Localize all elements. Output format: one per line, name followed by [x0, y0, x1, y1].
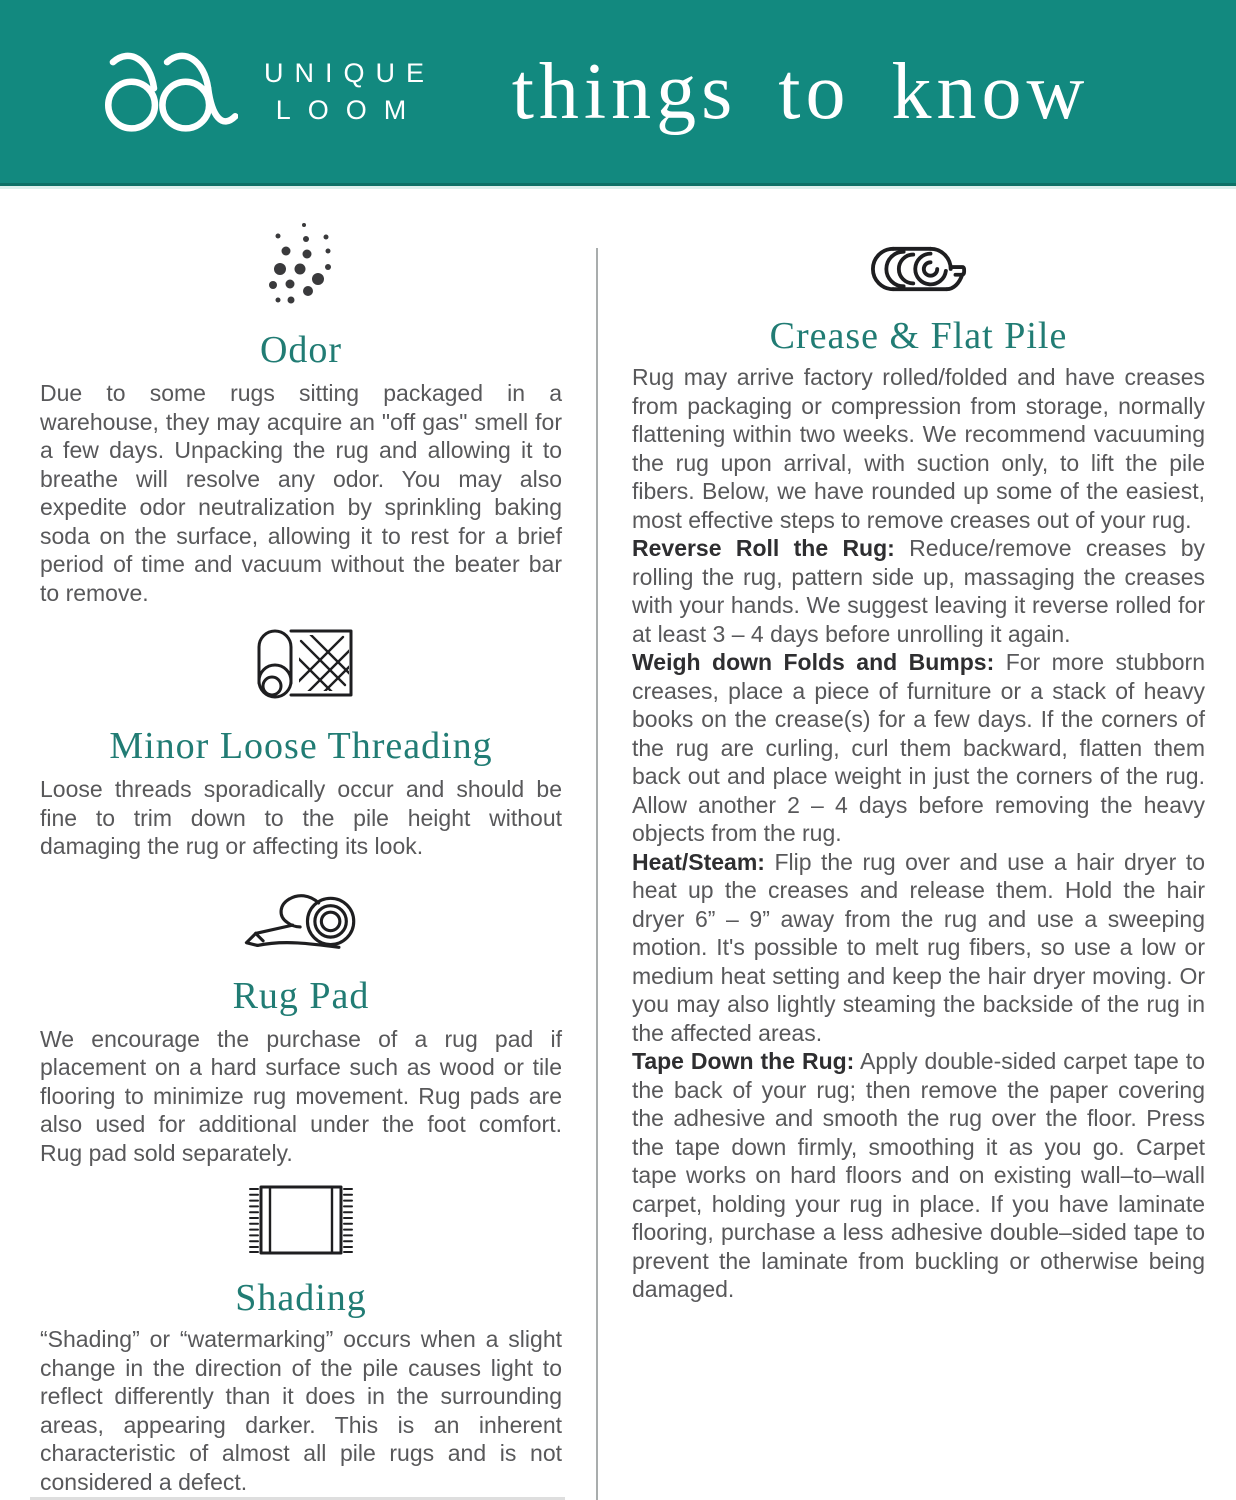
tip-heat-steam — [632, 848, 1205, 1048]
tip-tape-down-label: Tape Down the Rug: — [632, 1048, 855, 1074]
tip-reverse-roll-label: Reverse Roll the Rug: — [632, 535, 895, 561]
section-minor-loose-threading — [40, 621, 562, 861]
right-column — [597, 189, 1236, 1496]
tip-tape-down-body: Apply double-sided carpet tape to the back of your rug; then remove the paper covering the adhesive and smooth the rug over the floor. Press the tape down firmly, smoothing it as you go. Carpet tape works on hard floors and on existing wall–to–wall carpet, holding your rug in place. If you have laminate flooring, purchase a less adhesive double–sided tape to prevent the laminate from buckling or otherwise being damaged. — [632, 1048, 1205, 1302]
crease-intro: Rug may arrive factory rolled/folded and have creases from packaging or compression from storage, normally flattening within two weeks. We recommend vacuuming the rug upon arrival, with suction only, to lift the pile fibers. Below, we have rounded up some of the easiest, most effective steps to remove creases out of your rug. — [632, 364, 1205, 533]
section-body-threading: Loose threads sporadically occur and should be fine to trim down to the pile height without damaging the rug or affecting its look. — [40, 776, 562, 859]
shaded-rug-fringe-icon — [245, 1183, 357, 1259]
section-shading — [40, 1183, 562, 1496]
section-rug-pad — [40, 877, 562, 1168]
unique-loom-logo-icon — [98, 44, 238, 140]
section-title-odor: Odor — [259, 329, 343, 371]
section-body-rug-pad: We encourage the purchase of a rug pad if placement on a hard surface such as wood or tile flooring to minimize rug movement. Rug pads are also used for additional under the foot comfort. Rug pad sold separately. — [40, 1025, 562, 1166]
page-title: things to know — [511, 47, 1090, 136]
column-divider — [596, 248, 598, 1500]
odor-dots-icon — [236, 221, 366, 313]
brand-line-2: LOOM — [275, 94, 424, 125]
section-title-rug-pad: Rug Pad — [232, 974, 370, 1017]
tip-weigh-down — [632, 648, 1205, 848]
content — [0, 189, 1236, 1496]
tip-heat-steam-label: Heat/Steam: — [632, 848, 765, 875]
rug-pad-roll-icon — [240, 877, 362, 951]
tip-reverse-roll-body: Reduce/remove creases by rolling the rug, pattern side up, massaging the creases with your hands. We suggest leaving it reverse rolled for at least 3 – 4 days before unrolling it again. — [632, 535, 1206, 647]
header-banner — [0, 0, 1236, 186]
tip-weigh-down-label: Weigh down Folds and Bumps: — [632, 649, 995, 675]
section-title-threading: Minor Loose Threading — [109, 725, 493, 767]
tip-tape-down — [632, 1047, 1205, 1304]
rolled-rug-crosshatch-icon — [245, 621, 357, 705]
tip-reverse-roll — [632, 534, 1205, 648]
section-odor — [40, 221, 562, 607]
section-title-shading: Shading — [235, 1277, 367, 1319]
section-body-shading: “Shading” or “watermarking” occurs when a slight change in the direction of the pile causes light to reflect differently than it does in the surrounding areas, appearing darker. This is an inherent characteristic of almost all pile rugs and is not considered a defect. — [40, 1326, 562, 1495]
brand-name — [264, 58, 435, 126]
section-body-odor: Due to some rugs sitting packaged in a warehouse, they may acquire an "off gas" smell for a few days. Unpacking the rug and allowing it to breathe will resolve any odor. You may also expedite odor neutralization by sprinkling baking soda on the surface, allowing it to rest for a brief period of time and vacuum without the beater bar to remove. — [40, 380, 562, 606]
brand-line-1: UNIQUE — [264, 57, 436, 88]
left-column — [0, 189, 597, 1496]
section-title-crease: Crease & Flat Pile — [769, 315, 1068, 357]
tip-heat-steam-body: Flip the rug over and use a hair dryer to heat up the creases and release them. Hold the hair dryer 6” – 9” away from the rug and use a sweeping motion. It's possible to melt rug fibers, so use a low or medium heat setting and keep the hair dryer moving. Or you may also lightly steaming the backside of the rug in the affected areas. — [632, 848, 1206, 1046]
rolled-rug-spiral-icon — [871, 243, 967, 295]
brand — [98, 44, 435, 140]
tip-weigh-down-body: For more stubborn creases, place a piece of furniture or a stack of heavy books on the crease(s) for a few days. If the corners of the rug are curling, curl them backward, flatten them back out and place weight in just the corners of the rug. Allow another 2 – 4 days before removing the heavy objects from the rug. — [632, 649, 1205, 846]
